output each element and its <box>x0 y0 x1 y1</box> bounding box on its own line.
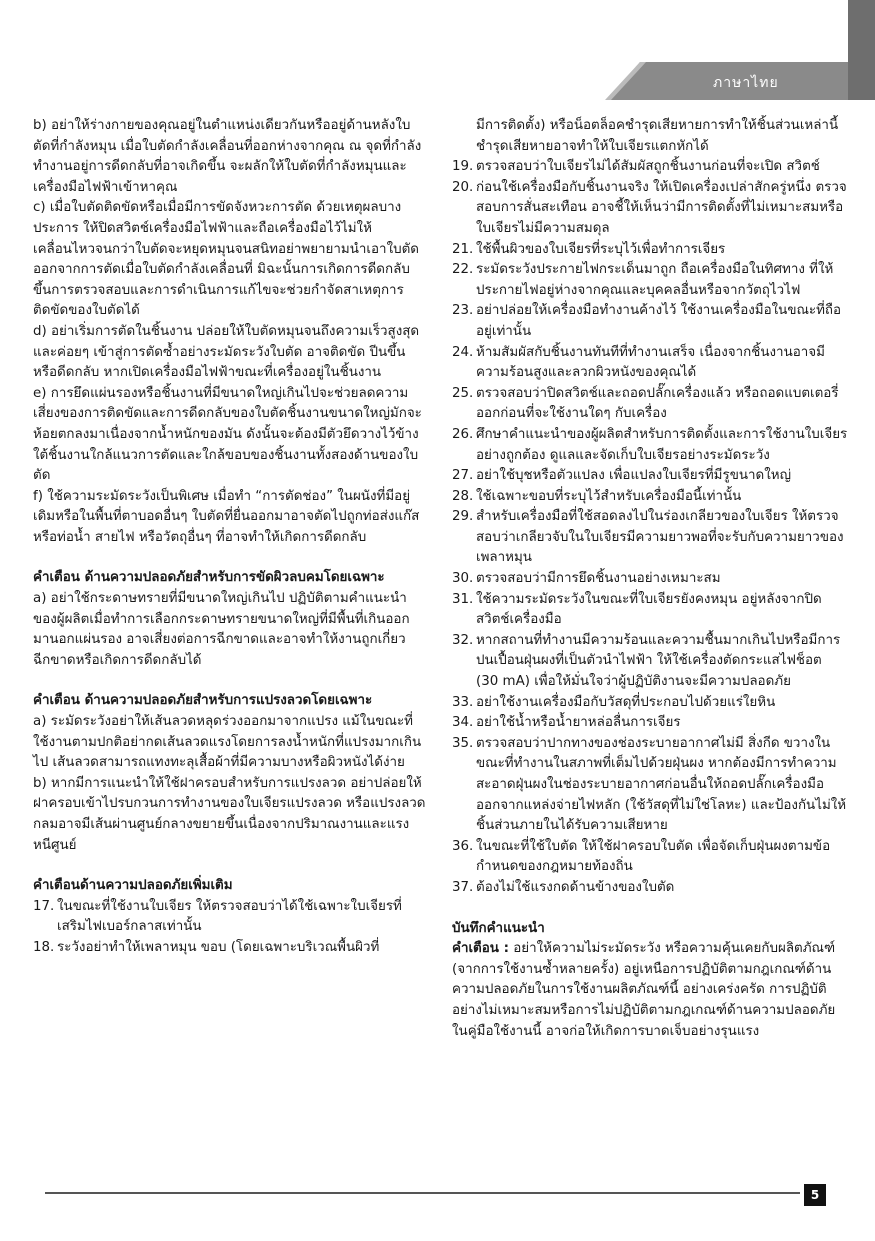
paragraph-b: b) อย่าให้ร่างกายของคุณอยู่ในตำแหน่งเดียวกันหรืออยู่ด้านหลังใบตัดที่กำลังหมุน เมื่อใบตัดกำลังเคลื่อนที่ออกห่างจากคุณ ณ จุดที่กำลังทำงานอยู่การดีดกลับที่อาจเกิดขึ้น จะผลักให้ใบตัดที่กำลังหมุนและเครื่องมือไฟฟ้าเข้าหาคุณ <box>33 118 422 195</box>
paragraph-e: e) การยึดแผ่นรองหรือชิ้นงานที่มีขนาดใหญ่เกินไปจะช่วยลดความเสี่ยงของการติดขัดและการดีดกลับของใบตัดชิ้นงานขนาดใหญ่มักจะห้อยตกลงมาเนื่องจากน้ำหนักของมัน ดังนั้นจะต้องมีตัวยึดวางไว้ข้างใต้ชิ้นงานใกล้แนวการตัดและใกล้ขอบของชิ้นงานทั้งสองด้านของใบตัด <box>33 385 422 484</box>
list-item <box>452 590 848 631</box>
list-item-number: 37. <box>452 879 474 895</box>
list-item-text: ใช้พื้นผิวของใบเจียรที่ระบุไว้เพื่อทำการเจียร <box>476 241 726 257</box>
list-item-number: 33. <box>452 694 474 710</box>
list-item-number: 29. <box>452 509 474 525</box>
list-item-text: ตรวจสอบว่าใบเจียรไม่ได้สัมผัสถูกชิ้นงานก่อนที่จะเปิด สวิตช์ <box>476 159 820 175</box>
list-item <box>452 178 848 240</box>
list-item-number: 26. <box>452 426 474 442</box>
list-item-number: 28. <box>452 488 474 504</box>
list-item <box>452 425 848 466</box>
safety-list <box>452 157 848 898</box>
list-item-text: ต้องไม่ใช้แรงกดด้านข้างของใบตัด <box>476 879 675 895</box>
list-item-text: สำหรับเครื่องมือที่ใช้สอดลงไปในร่องเกลียวของใบเจียร ให้ตรวจสอบว่าเกลียวจับในใบเจียรมีความยาวพอที่จะรับกับความยาวของเพลาหมุน <box>476 509 844 566</box>
heading-additional: คำเตือนด้านความปลอดภัยเพิ่มเติม <box>33 878 233 894</box>
list-item <box>452 157 848 178</box>
list-item-text: ตรวจสอบว่ามีการยึดชิ้นงานอย่างเหมาะสม <box>476 571 721 587</box>
list-item <box>452 384 848 425</box>
list-item-text: ตรวจสอบว่าปิดสวิตช์และถอดปลั๊กเครื่องแล้ว หรือถอดแบตเตอรี่ออกก่อนที่จะใช้งานใดๆ กับเครื่อง <box>476 385 839 422</box>
sanding-a: a) อย่าใช้กระดาษทรายที่มีขนาดใหญ่เกินไป ปฏิบัติตามคำแนะนำของผู้ผลิตเมื่อทำการเลือกกระดาษทรายขนาดใหญ่ที่มีพื้นที่เกินออกมานอกแผ่นรอง อาจเสี่ยงต่อการฉีกขาดและอาจทำให้งานถูกเกี่ยว ฉีกขาดหรือเกิดการดีดกลับได้ <box>33 591 410 668</box>
page-number: 5 <box>804 1184 826 1206</box>
continuation-text: มีการติดตั้ง) หรือน็อตล็อคชำรุดเสียหายการทำให้ชิ้นส่วนเหล่านี้ชำรุดเสียหายอาจทำให้ใบเจียรแตกหักได้ <box>476 118 839 154</box>
list-item-number: 18. <box>33 939 55 955</box>
list-item-number: 25. <box>452 385 474 401</box>
list-item-number: 23. <box>452 303 474 319</box>
list-item <box>452 343 848 384</box>
list-item <box>452 713 848 734</box>
paragraph-d: d) อย่าเริ่มการตัดในชิ้นงาน ปล่อยให้ใบตัดหมุนจนถึงความเร็วสูงสุดและค่อยๆ เข้าสู่การตัดซ้ำอย่างระมัดระวังใบตัด อาจติดขัด ปีนขึ้น หรือดีดกลับ หากเปิดเครื่องมือไฟฟ้าขณะที่เครื่องอยู่ในชิ้นงาน <box>33 323 420 381</box>
heading-notes: บันทึกคำแนะนำ <box>452 920 545 936</box>
list-item <box>452 837 848 878</box>
list-item <box>33 938 427 959</box>
paragraph-c: c) เมื่อใบตัดติดขัดหรือเมื่อมีการขัดจังหวะการตัด ด้วยเหตุผลบางประการ ให้ปิดสวิตช์เครื่องมือไฟฟ้าและถือเครื่องมือไว้ไม่ให้เคลื่อนไหวจนกว่าใบตัดจะหยุดหมุนจนสนิทอย่าพยายามนำเอาใบตัดออกจากการตัดเมื่อใบตัดกำลังเคลื่อนที่ มิฉะนั้นการเกิดการดีดกลับขึ้นการตรวจสอบและการดำเนินการแก้ไขจะช่วยกำจัดสาเหตุการติดขัดของใบตัดได้ <box>33 200 419 319</box>
list-item-number: 31. <box>452 591 474 607</box>
list-item-number: 34. <box>452 715 474 731</box>
list-item-number: 22. <box>452 262 474 278</box>
brushing-b: b) หากมีการแนะนำให้ใช้ฝาครอบสำหรับการแปรงลวด อย่าปล่อยให้ฝาครอบเข้าไปรบกวนการทำงานของใบเจียรแปรงลวด หรือแปรงลวดกลมอาจมีเส้นผ่านศูนย์กลางขยายขึ้นเนื่องจากปริมาณงานและแรงหนีศูนย์ <box>33 775 426 853</box>
warning-label: คำเตือน : <box>452 941 509 957</box>
heading-sanding: คำเตือน ด้านความปลอดภัยสำหรับการขัดผิวลบคมโดยเฉพาะ <box>33 570 385 586</box>
heading-brushing: คำเตือน ด้านความปลอดภัยสำหรับการแปรงลวดโดยเฉพาะ <box>33 693 373 709</box>
list-item-number: 35. <box>452 735 474 751</box>
list-item-text: อย่าใช้น้ำหรือน้ำยาหล่อลื่นการเจียร <box>476 715 681 731</box>
list-item-number: 36. <box>452 838 474 854</box>
list-item-text: ระวังอย่าทำให้เพลาหมุน ขอบ (โดยเฉพาะบริเวณพื้นผิวที่ <box>57 939 380 955</box>
footer-rule <box>45 1192 800 1194</box>
list-item <box>452 569 848 590</box>
list-item-number: 32. <box>452 632 474 648</box>
list-item-text: ระมัดระวังประกายไฟกระเด็นมาถูก ถือเครื่องมือในทิศทาง ที่ให้ประกายไฟอยู่ห่างจากคุณและบุคคลอื่นหรือจากวัตถุไวไฟ <box>476 262 834 298</box>
list-item-text: ใช้เฉพาะขอบที่ระบุไว้สำหรับเครื่องมือนี้เท่านั้น <box>476 488 742 504</box>
list-item <box>452 507 848 569</box>
list-item-text: ใช้ความระมัดระวังในขณะที่ใบเจียรยังคงหมุน อยู่หลังจากปิดสวิตช์เครื่องมือ <box>476 591 822 628</box>
left-column <box>33 116 427 959</box>
list-item <box>452 734 848 837</box>
list-item <box>452 878 848 899</box>
list-item-number: 17. <box>33 898 55 914</box>
list-item-number: 19. <box>452 159 474 175</box>
list-item-text: ตรวจสอบว่าปากทางของช่องระบายอากาศไม่มี สิ่งกีด ขวางในขณะที่ทำงานในสภาพที่เต็มไปด้วยฝุ่นผง หากต้องมีการทำความสะอาดฝุ่นผงในช่องระบายอากาศก่อนอื่นให้ถอดปลั๊กเครื่องมือออกจากแหล่งจ่ายไฟหลัก (ใช้วัสดุที่ไม่ใช่โลหะ) และป้องกันไม่ให้ชิ้นส่วนภายในได้รับความเสียหาย <box>476 735 847 834</box>
right-column <box>452 116 848 1042</box>
list-item-text: ในขณะที่ใช้งานใบเจียร ให้ตรวจสอบว่าได้ใช้เฉพาะใบเจียรที่เสริมไฟเบอร์กลาสเท่านั้น <box>57 898 402 935</box>
list-item-number: 27. <box>452 468 474 484</box>
list-item-number: 30. <box>452 571 474 587</box>
language-tab-label[interactable]: ภาษาไทย <box>713 75 779 91</box>
brushing-a: a) ระมัดระวังอย่าให้เส้นลวดหลุดร่วงออกมาจากแปรง แม้ในขณะที่ใช้งานตามปกติอย่ากดเส้นลวดแรงโดยการลงน้ำหนักที่แปรงมากเกินไป เส้นลวดสามารถแทงทะลุเสื้อผ้าที่มีความบางหรือผิวหนังได้ง่าย <box>33 714 422 771</box>
list-item-text: ศึกษาคำแนะนำของผู้ผลิตสำหรับการติดตั้งและการใช้งานใบเจียรอย่างถูกต้อง ดูแลและจัดเก็บใบเจียรอย่างระมัดระวัง <box>476 426 848 463</box>
list-item <box>452 301 848 342</box>
list-item <box>452 240 848 261</box>
list-item-text: ก่อนใช้เครื่องมือกับชิ้นงานจริง ให้เปิดเครื่องเปล่าสักครู่หนึ่ง ตรวจสอบการสั่นสะเทือน อาจชี้ให้เห็นว่ามีการติดตั้งที่ไม่เหมาะสมหรือใบเจียรไม่มีความสมดุล <box>476 179 847 236</box>
list-item-text: อย่าใช้งานเครื่องมือกับวัสดุที่ประกอบไปด้วยแร่ใยหิน <box>476 694 776 710</box>
list-item-number: 20. <box>452 179 474 195</box>
list-item <box>452 466 848 487</box>
list-item-text: อย่าใช้บุชหรือตัวแปลง เพื่อแปลงใบเจียรที่มีรูขนาดใหญ่ <box>476 468 791 484</box>
list-item-text: หากสถานที่ทำงานมีความร้อนและความชื้นมากเกินไปหรือมีการปนเปื้อนฝุ่นผงที่เป็นตัวนำไฟฟ้า ให้ใช้เครื่องตัดกระแสไฟช็อต (30 mA) เพื่อให้มั่นใจว่าผู้ปฏิบัติงานจะมีความปลอดภัย <box>476 632 841 690</box>
list-item-text: อย่าปล่อยให้เครื่องมือทำงานค้างไว้ ใช้งานเครื่องมือในขณะที่ถืออยู่เท่านั้น <box>476 303 842 339</box>
list-item <box>452 631 848 693</box>
list-item <box>452 693 848 714</box>
list-item <box>452 260 848 301</box>
warning-note <box>452 939 848 1042</box>
warning-text: อย่าให้ความไม่ระมัดระวัง หรือความคุ้นเคยกับผลิตภัณฑ์ (จากการใช้งานซ้ำหลายครั้ง) อยู่เหนือการปฏิบัติตามกฎเกณฑ์ด้านความปลอดภัยในการใช้งานผลิตภัณฑ์นี้ อย่างเคร่งครัด การปฏิบัติอย่างไม่เหมาะสมหรือการไม่ปฏิบัติตามกฎเกณฑ์ด้านความปลอดภัยในคู่มือใช้งานนี้ อาจก่อให้เกิดการบาดเจ็บอย่างรุนแรง <box>452 941 836 1039</box>
list-item <box>452 487 848 508</box>
list-item-text: ในขณะที่ใช้ใบตัด ให้ใช้ฝาครอบใบตัด เพื่อจัดเก็บฝุ่นผงตามข้อกำหนดของกฎหมายท้องถิ่น <box>476 838 831 875</box>
list-item-number: 21. <box>452 241 474 257</box>
list-item <box>33 897 427 938</box>
list-item-number: 24. <box>452 344 474 360</box>
paragraph-f: f) ใช้ความระมัดระวังเป็นพิเศษ เมื่อทำ “การตัดช่อง” ในผนังที่มีอยู่เดิมหรือในพื้นที่ตาบอดอื่นๆ ใบตัดที่ยื่นออกมาอาจตัดไปถูกท่อส่งแก๊สหรือท่อน้ำ สายไฟ หรือวัตถุอื่นๆ ที่อาจทำให้เกิดการดีดกลับ <box>33 488 420 545</box>
list-item-text: ห้ามสัมผัสกับชิ้นงานทันทีที่ทำงานเสร็จ เนื่องจากชิ้นงานอาจมีความร้อนสูงและลวกผิวหนังของคุณได้ <box>476 344 825 381</box>
